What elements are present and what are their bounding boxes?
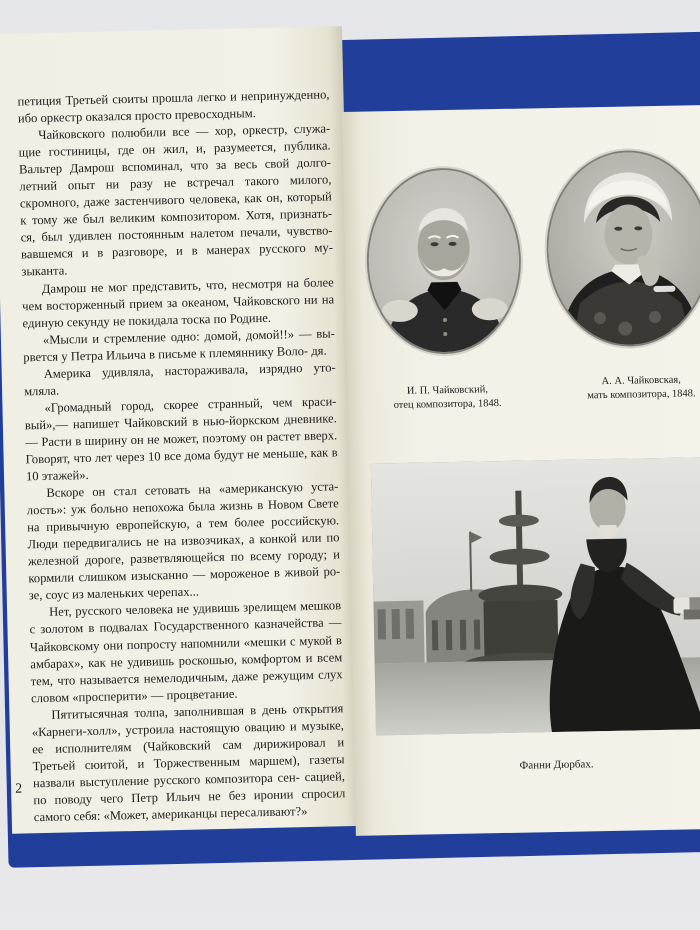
text-line: с золотом в подвалах Государственного казначейства — [29,615,342,637]
photo-fanny-durbach-image [371,457,700,736]
text-line: рвется у Петра Ильича в письме к племяннику Воло- [23,343,309,365]
text-line: на привычную европейскую, а тем более российскую. [27,513,340,535]
text-line: самого себя: «Может, американцы пересаливают?» [33,804,308,825]
caption-father [357,382,538,413]
caption-father-desc: отец композитора, 1848. [393,397,502,412]
text-line: Америка удивляла, настораживала, изрядно уто- [43,360,336,381]
text-line: Чайковскому они попросту напомнили «мешки с мукой [29,632,333,654]
text-line: Вскоре он стал сетовать на «американскую уста- [46,479,339,501]
text-line: мляла. [23,383,60,399]
text-line: газеты назвали выступление русского композитора сен- [32,752,345,791]
portrait-father [365,167,523,356]
text-line: Люди передвигались не на извозчиках, а конкой или по [27,530,340,552]
text-line: вый»,— напишет Чайковский в нью-йоркском дневнике.— [24,411,337,450]
text-line: и Третьей сюитой, и Торжественным маршем), [32,735,345,774]
photo-fanny-durbach [371,457,700,736]
caption-mother [551,373,700,404]
text-line: Чайковского полюбили все — хор, оркестр, служа- [38,121,331,143]
text-line: Расти в ширину он не может, поэтому он растет вверх. [41,428,338,449]
text-line: в амбарах», как не удивишь роскошью, комфортом и [30,632,342,671]
left-page [0,26,360,834]
portrait-mother-image [547,151,700,346]
text-line: зыканта. [21,263,68,279]
text-line: «Карнеги-холл», устроила настоящую овацию и музыке, [31,717,344,740]
text-line: щие гостиницы, где он жил, и, разумеется, публика. [18,138,331,160]
text-line: «Громадный город, скорее странный, чем краси- [44,394,337,415]
text-line: «Мысли и стремление одно: домой, домой!!» — вы- [42,326,336,347]
text-line: железной дороге, разветвляющейся по всему городу; и [27,547,341,569]
text-line: ся, был удивлен постоянным налетом печали, чувство- [20,223,333,245]
text-line: Вальтер Дамрош вспоминал, что за весь свой долго- [18,155,332,177]
text-line: зе, соус из маленьких черепах... [28,584,200,603]
text-line: слух словом «просперити» — процветание. [30,666,343,705]
page-number: 2 [14,781,23,797]
text-line: вавшемся и в разговоре, и в манерах русского му- [20,240,334,262]
portrait-father-image [367,169,520,354]
text-line: ибо оркестр оказался просто превосходным. [17,106,256,126]
paragraph [31,700,346,826]
paragraph [22,274,335,332]
body-text [14,86,346,826]
right-page [342,105,700,836]
text-line: летний опыт ни разу не встречал такого милого, [19,172,332,194]
paragraph [29,598,343,707]
caption-mother-desc: мать композитора, 1848. [587,388,696,402]
paragraph [24,393,338,485]
text-line: всем тем, что называется немелодичным, даже режущим [30,649,343,688]
text-line: Говорят, что лет через 10 все дома будут не меньше, как [25,445,329,467]
text-line: лость»: уж больно непохожа была жизнь в Новом Свете [26,496,339,518]
caption-mother-name: А. А. Чайковская, [601,374,681,388]
paragraph [18,120,333,280]
text-line: Пятитысячная толпа, заполнившая в день открытия [51,700,344,722]
paragraph [26,478,341,604]
text-line: единую секунду не покидала тоска по Родине. [22,310,272,331]
text-line: к тому же был великим композитором. Хотя, признать- [20,206,333,228]
text-line: чем восторженный прием за океаном, Чайковского ни на [22,291,335,313]
caption-father-name: И. П. Чайковский, [406,384,489,397]
text-line: ее исполнителям (Чайковский сам дирижировал [32,735,326,757]
text-line: дя. [311,343,327,358]
portrait-mother [545,149,700,348]
text-line: петиция Третьей сюиты прошла легко и непринужденно, [17,87,330,109]
text-line: Дамрош не мог представить, что, несмотря на более [41,274,334,296]
text-line: кормили слишком изысканно — мороженое в живой ро- [28,564,341,586]
text-line: в 10 этажей». [25,445,338,484]
text-line: Нет, русского человека не удивишь зрелищем мешков [48,598,342,620]
text-line: сацией, по поводу чего Петр Ильич не без иронии спросил [33,769,346,808]
caption-fanny: Фанни Дюрбах. [519,758,594,772]
text-line: скромного, даже застенчивого человека, как он, который [19,189,332,211]
